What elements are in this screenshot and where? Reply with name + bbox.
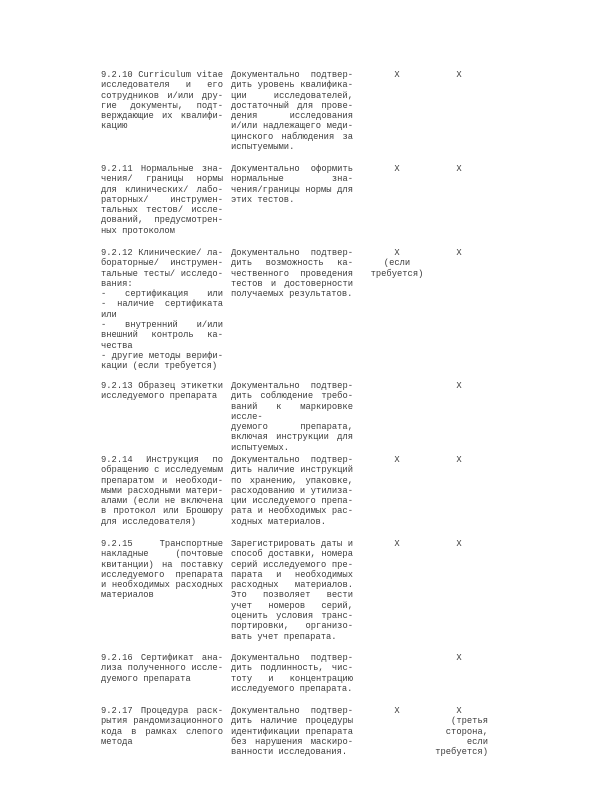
cell-line: X [456,248,462,258]
cell-line: лиза полученного иссле- [101,663,223,674]
document-name-cell [101,164,223,236]
cell-line: и необходимых расходных [101,580,223,591]
cell-line: для исследователя) [101,516,197,527]
cell-line: 9.2.10 Curriculum vitae [101,70,223,80]
cell-line: если [466,736,488,747]
cell-line: способ доставки, номера [231,549,353,560]
cell-line: X [394,455,400,465]
cell-line: кацию [101,121,128,132]
cell-line: без нарушения маскиро- [231,736,353,747]
cell-line: дить уровень квалифика- [231,80,353,91]
investigator-mark-cell [364,455,430,465]
cell-line: для клинических/ лабо- [101,184,223,195]
cell-line: и/или надлежащего меди- [231,121,353,132]
cell-line: чественного проведения [231,268,353,279]
cell-line: дить возможность ка- [231,258,353,269]
cell-line: X [456,164,462,174]
cell-line: требуется) [370,268,424,279]
sponsor-mark-cell [430,381,488,391]
cell-line: нормальные зна- [231,174,353,185]
cell-line: - внутренний и/или [101,320,223,331]
cell-line: (третья [451,716,488,727]
cell-line: исследователя и его [101,80,223,91]
cell-line: сотрудников и/или дру- [101,90,223,101]
cell-line: X [456,706,462,716]
cell-line: тальных тестов/ иссле- [101,205,223,216]
cell-line: этих тестов. [231,194,295,205]
cell-line: парата и необходимых [231,569,353,580]
cell-line: сторона, [445,726,488,737]
cell-line: X [456,455,462,465]
purpose-cell [231,539,353,642]
cell-line: получаемых результатов. [231,289,353,300]
cell-line: X [394,706,400,716]
cell-line: дить соблюдение требо- [231,391,353,402]
cell-line: Документально подтвер- [231,381,353,391]
cell-line: Документально оформить [231,164,353,174]
investigator-mark-cell [364,164,430,174]
sponsor-mark-cell [430,653,488,663]
purpose-cell [231,70,353,152]
cell-line: препаратом и необходи- [101,475,223,486]
cell-line: ходных материалов. [231,516,327,527]
cell-line: - наличие сертификата [101,299,223,310]
cell-line: Документально подтвер- [231,653,353,663]
cell-line: - сертификация или [101,289,223,300]
sponsor-mark-cell [430,164,488,174]
investigator-mark-cell [364,706,430,716]
cell-line: 9.2.17 Процедура раск- [101,706,223,716]
document-name-cell [101,70,223,132]
cell-line: ных протоколом [101,225,175,236]
cell-line: Это позволяет вести [231,590,353,601]
cell-line: серий исследуемого пре- [231,559,353,570]
sponsor-mark-cell [430,455,488,465]
cell-line: испытуемых. [231,442,290,453]
purpose-cell [231,381,353,453]
document-name-cell [101,381,223,402]
cell-line: исследуемого препарата [101,569,223,580]
cell-line: квитанции) на поставку [101,559,223,570]
cell-line: 9.2.15 Транспортные [101,539,223,549]
cell-line: идентификации препарата [231,726,353,737]
purpose-cell [231,653,353,694]
cell-line: дуемого препарата [101,673,191,684]
cell-line: X [394,539,400,549]
cell-line: раторных/ инструмен- [101,194,223,205]
cell-line: X [394,248,400,258]
cell-line: 9.2.16 Сертификат ана- [101,653,223,663]
cell-line: расходных материалов. [231,580,353,591]
document-name-cell [101,455,223,527]
cell-line: Документально подтвер- [231,70,353,80]
cell-line: включая инструкции для [231,432,353,443]
sponsor-mark-cell [430,539,488,549]
cell-line: или [101,309,117,320]
cell-line: дить наличие процедуры [231,716,353,727]
investigator-mark-cell [364,248,430,279]
cell-line: исследуемого препарата. [231,683,353,694]
cell-line: испытуемыми. [231,142,295,153]
cell-line: ванности исследования. [231,747,348,758]
cell-line: алами (если не включена [101,496,223,507]
cell-line: ваний к маркировке иссле- [231,401,353,422]
cell-line: чения/ границы нормы [101,174,223,185]
cell-line: 9.2.13 Образец этикетки [101,381,223,391]
cell-line: ции исследуемого препа- [231,496,353,507]
cell-line: тоту и концентрацию [231,673,353,684]
document-name-cell [101,248,223,372]
cell-line: X [456,539,462,549]
sponsor-mark-cell [430,706,488,757]
cell-line: Зарегистрировать даты и [231,539,353,549]
investigator-mark-cell [364,70,430,80]
investigator-mark-cell [364,539,430,549]
cell-line: 9.2.11 Нормальные зна- [101,164,223,174]
cell-line: дований, предусмотрен- [101,215,223,226]
cell-line: X [456,70,462,80]
cell-line: (если [383,258,411,269]
cell-line: X [456,653,462,663]
cell-line: X [456,381,462,391]
cell-line: дить подлинность, чис- [231,663,353,674]
cell-line: рата и необходимых рас- [231,506,353,517]
cell-line: оценить условия транс- [231,611,353,622]
cell-line: дуемого препарата, [231,422,353,433]
cell-line: учет номеров серий, [231,600,353,611]
cell-line: Документально подтвер- [231,455,353,465]
cell-line: обращению с исследуемым [101,465,223,476]
cell-line: расходованию и утилиза- [231,485,353,496]
cell-line: мыми расходными матери- [101,485,223,496]
cell-line: X [394,70,400,80]
cell-line: по хранению, упаковке, [231,475,353,486]
document-name-cell [101,539,223,601]
cell-line: кации (если требуется) [101,361,218,372]
cell-line: кода в рамках слепого [101,726,223,737]
cell-line: дения исследования [231,111,353,122]
sponsor-mark-cell [430,248,488,258]
cell-line: X [394,164,400,174]
cell-line: портировки, организо- [231,621,353,632]
cell-line: тестов и достоверности [231,278,353,289]
cell-line: исследуемого препарата [101,391,218,402]
cell-line: - другие методы верифи- [101,350,223,361]
cell-line: чества [101,340,133,351]
cell-line: ции исследователей, [231,90,353,101]
cell-line: цинского наблюдения за [231,131,353,142]
cell-line: внешний контроль ка- [101,330,223,341]
cell-line: накладные (почтовые [101,549,223,560]
purpose-cell [231,248,353,299]
cell-line: вать учет препарата. [231,631,337,642]
cell-line: в протокол или Брошюру [101,506,223,517]
cell-line: тальные тесты/ исследо- [101,268,223,279]
cell-line: метода [101,736,133,747]
purpose-cell [231,706,353,757]
cell-line: Документально подтвер- [231,248,353,258]
document-name-cell [101,706,223,747]
sponsor-mark-cell [430,70,488,80]
cell-line: материалов [101,590,154,601]
cell-line: гие документы, подт- [101,100,223,111]
cell-line: требуется) [435,747,488,758]
document-name-cell [101,653,223,684]
cell-line: 9.2.12 Клинические/ ла- [101,248,223,258]
purpose-cell [231,164,353,205]
cell-line: достаточный для прове- [231,100,353,111]
cell-line: 9.2.14 Инструкция по [101,455,223,465]
cell-line: дить наличие инструкций [231,465,353,476]
cell-line: чения/границы нормы для [231,184,353,195]
cell-line: Документально подтвер- [231,706,353,716]
cell-line: рытия рандомизационного [101,716,223,727]
cell-line: верждающие их квалифи- [101,111,223,122]
cell-line: вания: [101,278,133,289]
cell-line: бораторные/ инструмен- [101,258,223,269]
purpose-cell [231,455,353,527]
